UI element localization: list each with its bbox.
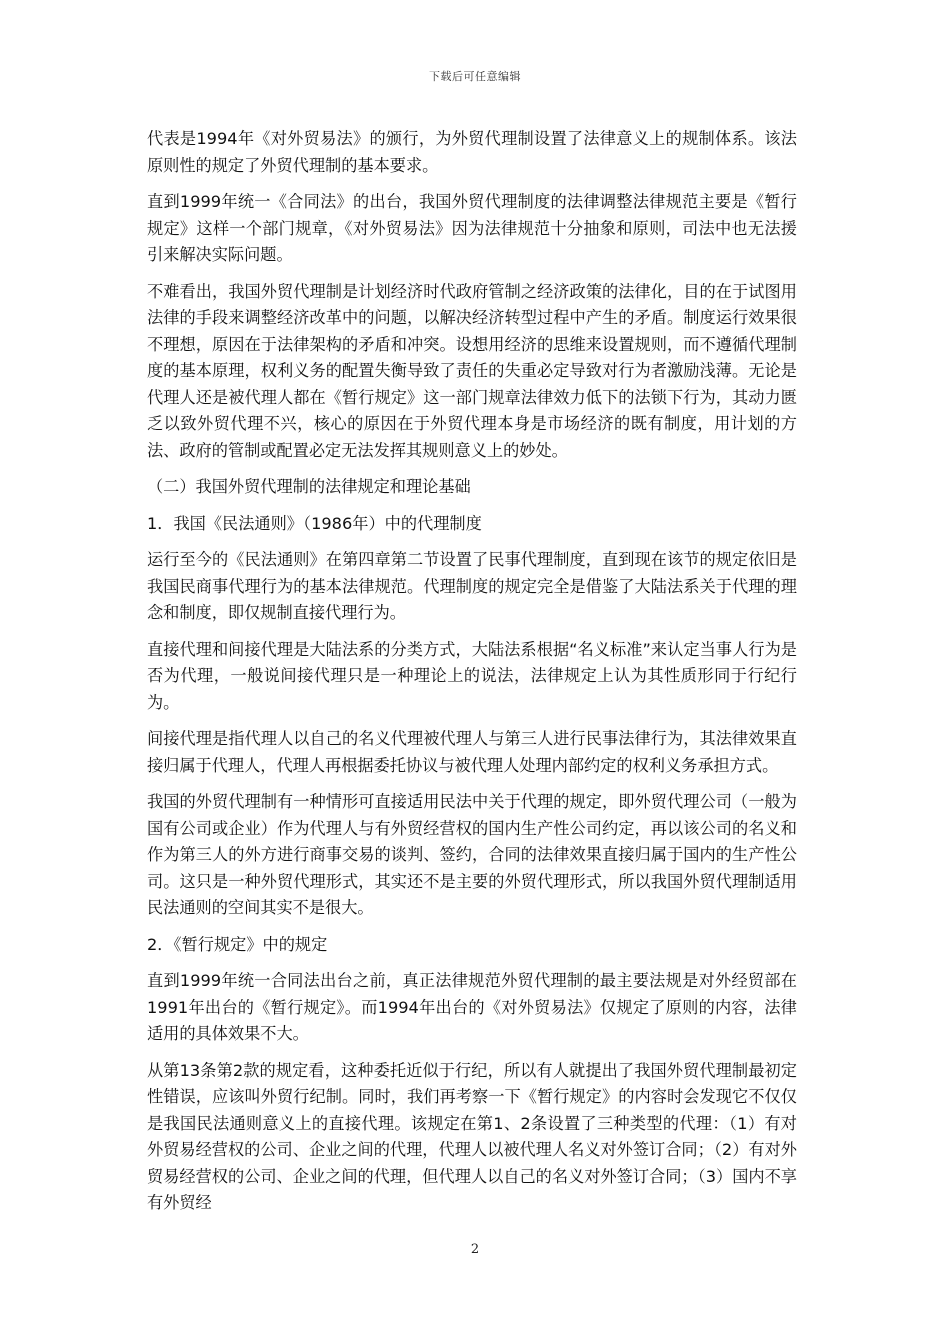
body-paragraph: 直到1999年统一《合同法》的出台，我国外贸代理制度的法律调整法律规范主要是《暂行规定》这样一个部门规章，《对外贸易法》因为法律规范十分抽象和原则，司法中也无法援引来解决实际问题。 — [147, 192, 797, 264]
body-paragraph: 我国的外贸代理制有一种情形可直接适用民法中关于代理的规定，即外贸代理公司（一般为国有公司或企业）作为代理人与有外贸经营权的国内生产性公司约定，再以该公司的名义和作为第三人的外方进行商事交易的谈判、签约，合同的法律效果直接归属于国内的生产性公司。这只是一种外贸代理形式，其实还不是主要的外贸代理形式，所以我国外贸代理制适用民法通则的空间其实不是很大。 — [147, 792, 797, 917]
body-paragraph: 直接代理和间接代理是大陆法系的分类方式，大陆法系根据“名义标准”来认定当事人行为是否为代理，一般说间接代理只是一种理论上的说法，法律规定上认为其性质形同于行纪行为。 — [147, 639, 797, 712]
body-paragraph: 代表是1994年《对外贸易法》的颁行，为外贸代理制设置了法律意义上的规制体系。该法原则性的规定了外贸代理制的基本要求。 — [147, 129, 797, 175]
document-body — [147, 126, 797, 1227]
body-paragraph: 不难看出，我国外贸代理制是计划经济时代政府管制之经济政策的法律化，目的在于试图用法律的手段来调整经济改革中的问题，以解决经济转型过程中产生的矛盾。制度运行效果很不理想，原因在于法律架构的矛盾和冲突。设想用经济的思维来设置规则，而不遵循代理制度的基本原理，权利义务的配置失衡导致了责任的失重必定导致对行为者激励浅薄。无论是代理人还是被代理人都在《暂行规定》这一部门规章法律效力低下的法锁下行为，其动力匮乏以致外贸代理不兴，核心的原因在于外贸代理本身是市场经济的既有制度，用计划的方法、政府的管制或配置必定无法发挥其规则意义上的妙处。 — [147, 281, 797, 460]
section-heading: （二）我国外贸代理制的法律规定和理论基础 — [147, 477, 471, 496]
body-paragraph: 直到1999年统一合同法出台之前，真正法律规范外贸代理制的最主要法规是对外经贸部在1991年出台的《暂行规定》。而1994年出台的《对外贸易法》仅规定了原则的内容，法律适用的具体效果不大。 — [147, 971, 797, 1043]
body-paragraph: 间接代理是指代理人以自己的名义代理被代理人与第三人进行民事法律行为，其法律效果直接归属于代理人，代理人再根据委托协议与被代理人处理内部约定的权利义务承担方式。 — [147, 729, 797, 775]
page-header: 下载后可任意编辑 — [429, 70, 521, 83]
body-paragraph: 运行至今的《民法通则》在第四章第二节设置了民事代理制度，直到现在该节的规定依旧是我国民商事代理行为的基本法律规范。代理制度的规定完全是借鉴了大陆法系关于代理的理念和制度，即仅规制直接代理行为。 — [147, 550, 797, 622]
section-heading: 2．《暂行规定》中的规定 — [147, 934, 328, 954]
body-paragraph: 从第13条第2款的规定看，这种委托近似于行纪，所以有人就提出了我国外贸代理制最初定性错误，应该叫外贸行纪制。同时，我们再考察一下《暂行规定》的内容时会发现它不仅仅是我国民法通则意义上的直接代理。该规定在第1、2条设置了三种类型的代理：（1）有对外贸易经营权的公司、企业之间的代理，代理人以被代理人名义对外签订合同；（2）有对外贸易经营权的公司、企业之间的代理，但代理人以自己的名义对外签订合同；（3）国内不享有外贸经 — [147, 1060, 797, 1212]
section-heading: 1．我国《民法通则》（1986年）中的代理制度 — [147, 513, 482, 533]
page-number: 2 — [470, 1242, 480, 1257]
